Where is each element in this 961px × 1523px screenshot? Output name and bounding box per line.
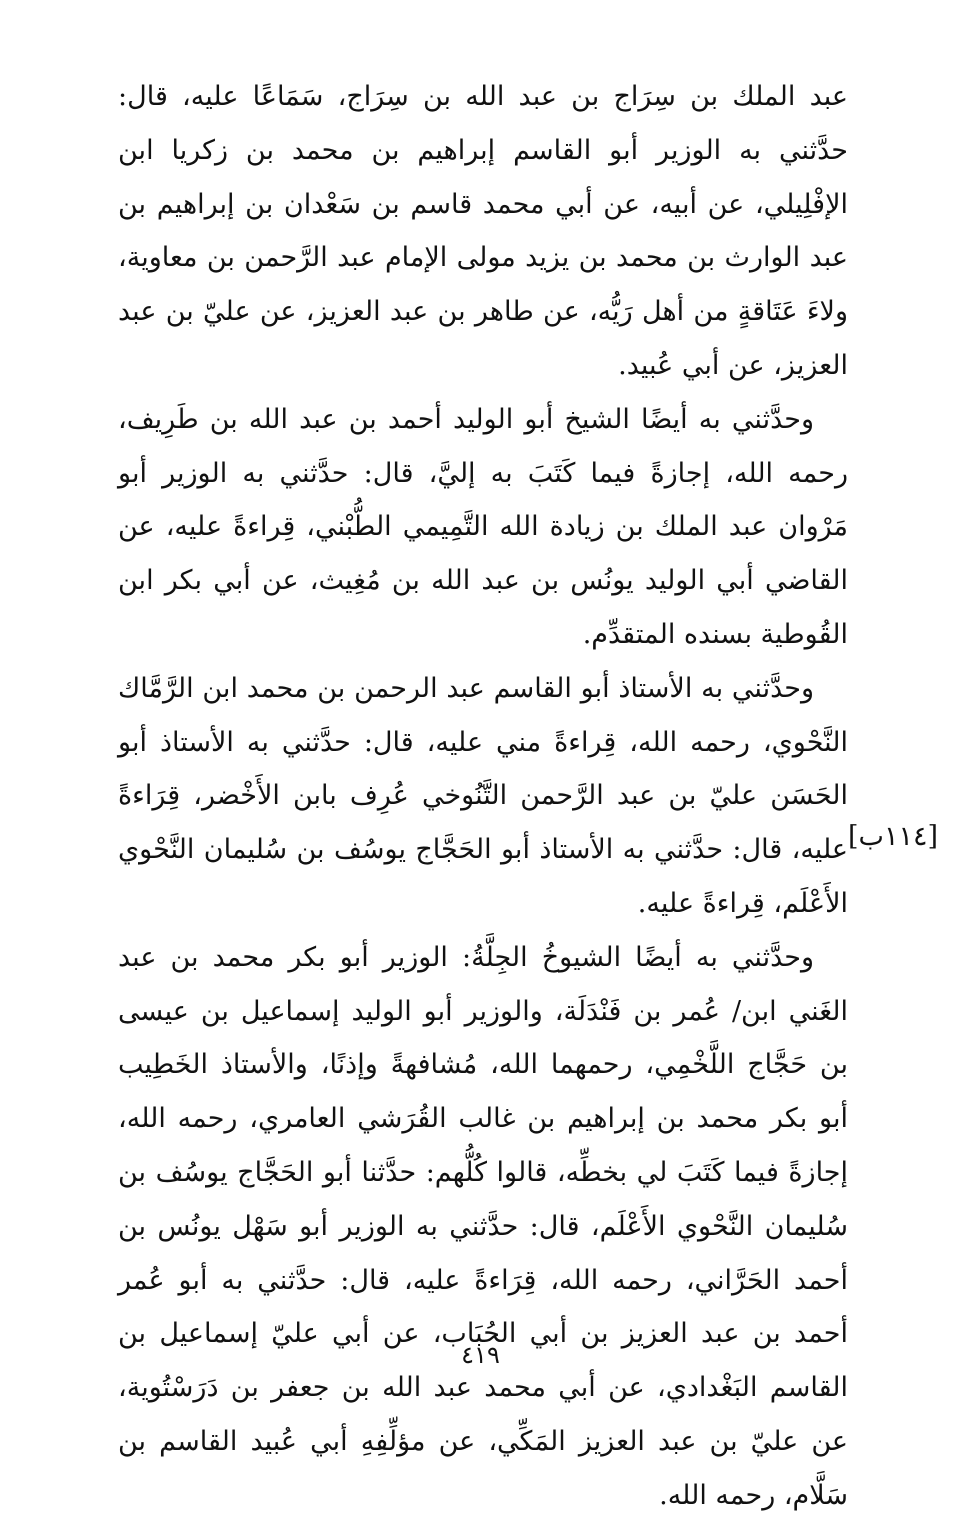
folio-marker: [١١٤ب]	[848, 821, 939, 852]
main-text	[118, 70, 848, 1523]
paragraph-2: وحدَّثني به أيضًا الشيخ أبو الوليد أحمد بن عبد الله بن طَرِيف، رحمه الله، إجازةً فيما كَتَبَ به إليَّ، قال: حدَّثني به الوزير أبو مَرْوان عبد الملك بن زيادة الله التَّمِيمي الطُّبْني، قِراءةً عليه، عن القاضي أبي الوليد يونُس بن عبد الله بن مُغِيث، عن أبي بكر ابن القُوطية بسنده المتقدِّم.	[118, 403, 848, 650]
paragraph-4: وحدَّثني به أيضًا الشيوخُ الجِلَّةُ: الوزير أبو بكر محمد بن عبد الغَني ابن/ عُمر بن فَنْدَلَة، والوزير أبو الوليد إسماعيل بن عيسى بن حَجَّاج اللَّخْمِي، رحمهما الله، مُشافهةً وإذنًا، والأستاذ الخَطِيب أبو بكر محمد بن إبراهيم بن غالب القُرَشي العامري، رحمه الله، إجازةً فيما كَتَبَ لي بخطِّه، قالوا كُلُّهم: حدَّثنا أبو الحَجَّاج يوسُف بن سُليمان النَّحْوي الأَعْلَم، قال: حدَّثني به الوزير أبو سَهْل يونُس بن أحمد الحَرَّاني، رحمه الله، قِرَاءةً عليه، قال: حدَّثني به أبو عُمر أحمد بن عبد العزيز بن أبي الحُبَاب، عن أبي عليّ إسماعيل بن القاسم البَغْدادي، عن أبي محمد عبد الله بن جعفر بن دَرَسْتُوية، عن عليّ بن عبد العزيز المَكِّي، عن مؤلِّفِهِ أبي عُبيد القاسم بن سَلَّام، رحمه الله.	[118, 941, 848, 1511]
page-number: ٤١٩	[461, 1341, 500, 1369]
paragraph-3: وحدَّثني به الأستاذ أبو القاسم عبد الرحمن بن محمد ابن الرَّمَّاك النَّحْوي، رحمه الله، قِراءةً مني عليه، قال: حدَّثني به الأستاذ أبو الحَسَن عليّ بن عبد الرَّحمن التَّنُوخي عُرِف بابن الأَخْضر، قِرَاءةً عليه، قال: حدَّثني به الأستاذ أبو الحَجَّاج يوسُف بن سُليمان النَّحْوي الأَعْلَم، قِراءةً عليه.	[118, 672, 848, 919]
paragraph-1: عبد الملك بن سِرَاج بن عبد الله بن سِرَاج، سَمَاعًا عليه، قال: حدَّثني به الوزير أبو القاسم إبراهيم بن محمد بن زكريا ابن الإفْلِيلي، عن أبيه، عن أبي محمد قاسم بن سَعْدان بن إبراهيم بن عبد الوارث بن محمد بن يزيد مولى الإمام عبد الرَّحمن بن معاوية، ولاءَ عَتَاقةٍ من أهل رَيُّه، عن طاهر بن عبد العزيز، عن عليّ بن عبد العزيز، عن أبي عُبيد.	[118, 81, 848, 381]
